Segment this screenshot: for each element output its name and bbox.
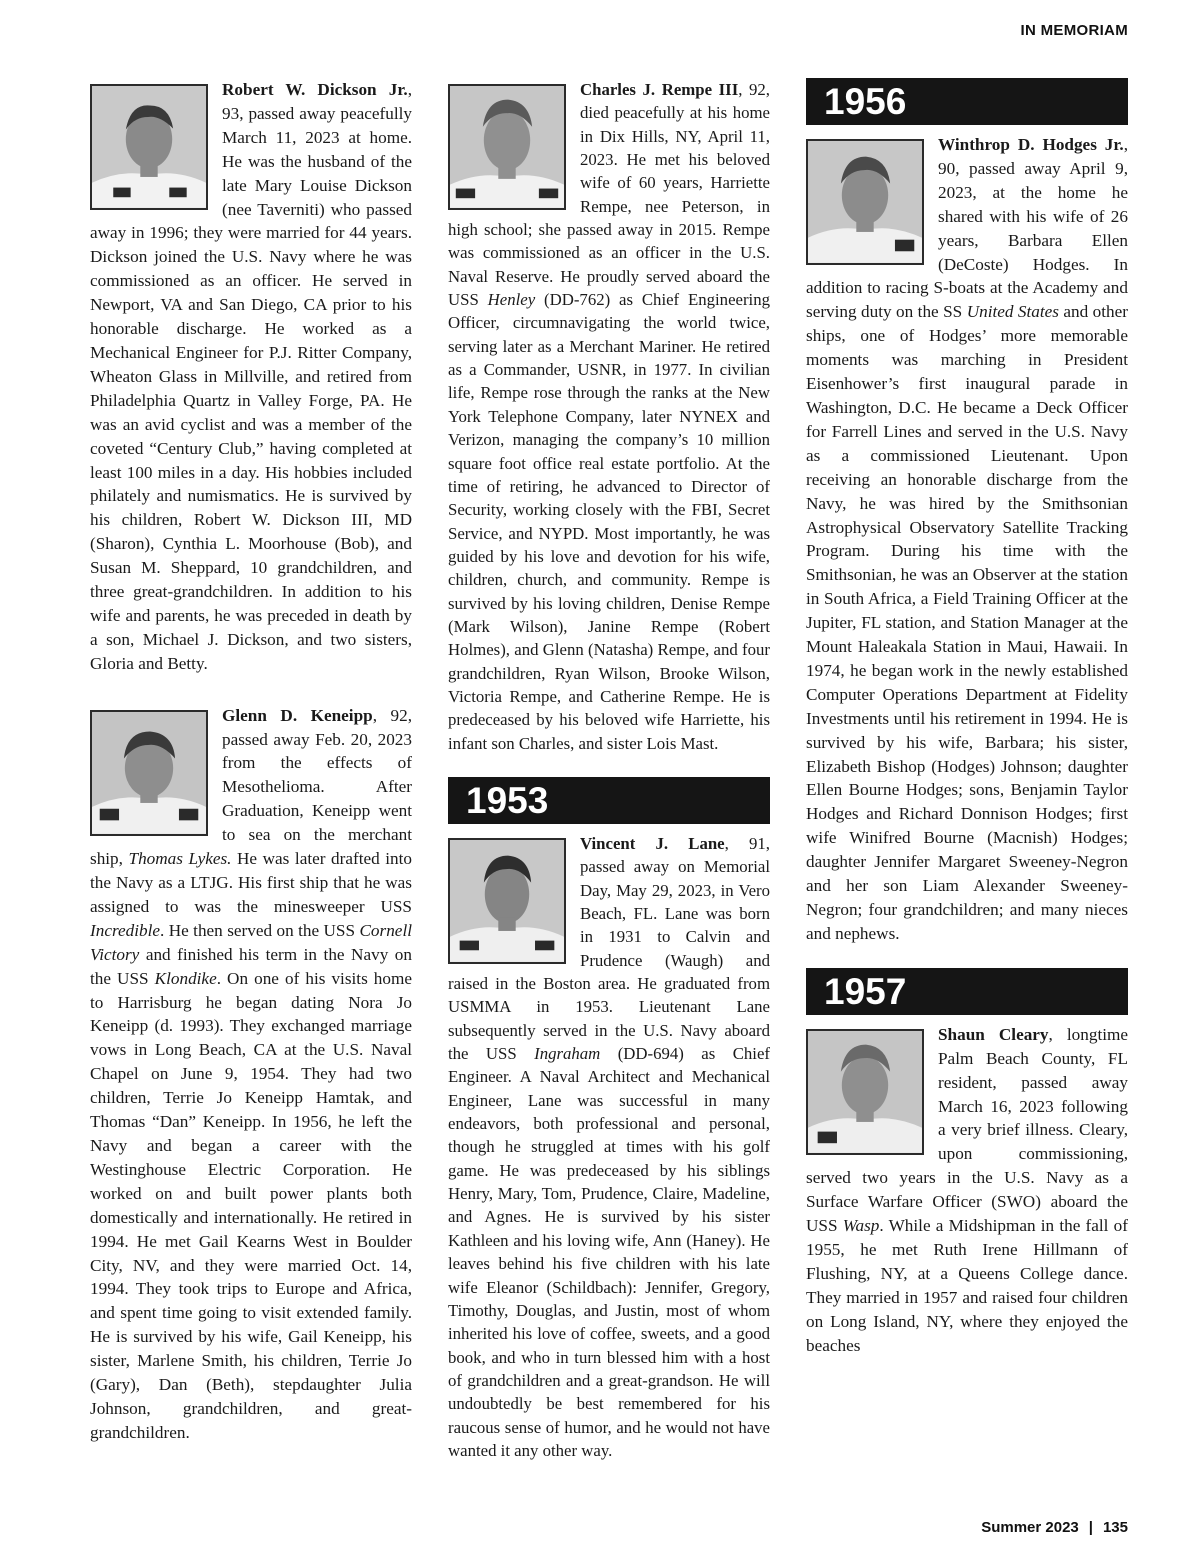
portrait-photo-rempe [448,84,566,210]
obituary-name: Charles J. Rempe III [580,80,739,99]
portrait-photo-cleary [806,1029,924,1155]
portrait-photo-keneipp [90,710,208,836]
page-footer [981,1519,1128,1536]
footer-separator: | [1088,1519,1093,1536]
portrait-photo-dickson [90,84,208,210]
portrait-image [92,712,206,834]
section-header: IN MEMORIAM [1020,22,1128,39]
portrait-image [450,86,564,208]
obituary-text: , longtime Palm Beach County, FL resident, passed away March 16, 2023 following a very brief illness. Cleary, upon commissioning, served two years in the U.S. Navy as a Surface Warfare Officer (SWO) aboard the USS [806,1024,1128,1236]
obituary-text: , 93, passed away peacefully March 11, 2023 at home. He was the husband of the late Mary Louise Dickson (nee Taverniti) who passed away in 1996; they were married for 44 years. Dickson joined the U.S. Navy where he was commissioned as an officer. He served in Newport, VA and San Diego, CA prior to his honorable discharge. He worked as a Mechanical Engineer for P.J. Ritter Company, Wheaton Glass in Millville, and retired from Philadelphia Quartz in Valley Forge, PA. He was an avid cyclist and was a member of the coveted “Century Club,” having completed at least 100 miles in a day. His hobbies included philately and numismatics. He is survived by his children, Robert W. Dickson III, MD (Sharon), Cynthia L. Moorhouse (Bob), and Susan M. Sheppard, 10 grandchildren, and three great-grandchildren. In addition to his wife and parents, he was preceded in death by a son, Michael J. Dickson, and two sisters, Gloria and Betty. [90,80,412,673]
column-middle [448,78,770,1462]
portrait-image [808,141,922,263]
obituary-text: , 90, passed away April 9, 2023, at the home he shared with his wife of 26 years, Barbara Ellen (DeCoste) Hodges. In addition to racing S-boats at the Academy and serving duty on the SS [806,135,1128,322]
issue-label: Summer 2023 [981,1519,1079,1536]
page-number: 135 [1102,1519,1128,1536]
obituary-name: Robert W. Dickson Jr. [222,80,408,99]
column-right-content [806,78,1128,1358]
obituary-text: and finished his term in the Navy on the USS [90,944,412,988]
portrait-photo-hodges [806,139,924,265]
obituary-text: (DD-694) as Chief Engineer. A Naval Architect and Mechanical Engineer, Lane was successful in many endeavors, both professional and personal, though he struggled at times with his golf game. He was predeceased by his siblings Henry, Mary, Tom, Prudence, Claire, Madeline, and Agnes. He is survived by his sister Kathleen and his loving wife, Ann (Haney). He leaves behind his five children with his late wife Eleanor (Schildbach): Jennifer, Gregory, Timothy, Douglas, and Justin, most of whom inherited his love of coffee, sweets, and a good book, and who in turn blessed him with a host of grandchildren and a great-grandson. He will undoubtedly be best remembered for his raucous sense of humor, and he would not have wanted it any other way. [448,1044,770,1460]
column-right [806,78,1128,1358]
year-heading-1957: 1957 [806,968,1128,1015]
portrait-photo-lane [448,838,566,964]
ship-name: Thomas Lykes. [128,849,232,869]
obituary-name: Glenn D. Keneipp [222,705,373,725]
obituary-name: Winthrop D. Hodges Jr. [938,135,1124,154]
obituary-text: . He then served on the USS [160,920,360,940]
obituary-text: He was later drafted into the Navy as a LTJG. His first ship that he was assigned to was the minesweeper USS [90,849,412,916]
ship-name: Incredible [90,920,160,940]
obituary-text: (DD-762) as Chief Engineering Officer, circumnavigating the world twice, serving later as a Merchant Mariner. He retired as a Commander, USNR, in 1977. In civilian life, Rempe rose through the ranks at the New York Telephone Company, later NYNEX and Verizon, managing the company’s 10 million square foot office real estate portfolio. At the time of retiring, he advanced to Director of Security, working closely with the FBI, Secret Service, and NYPD. Most importantly, he was guided by his love and devotion for his wife, children, church, and community. Rempe is survived by his loving children, Denise Rempe (Mark Wilson), Janine Rempe (Robert Holmes), and Glenn (Natasha) Rempe, and four grandchildren, Ryan Wilson, Brooke Wilson, Victoria Rempe, and Catherine Rempe. He is predeceased by his beloved wife Harriette, his infant son Charles, and sister Lois Mast. [448,290,771,753]
obituary-text: , 92, passed away Feb. 20, 2023 from the effects of Mesothelioma. After Graduation, Keneipp went to sea on the merchant ship, [90,705,412,869]
portrait-image [808,1031,922,1153]
obituary-text: and other ships, one of Hodges’ more memorable moments was marching in President Eisenhower’s first inaugural parade in Washington, D.C. He became a Deck Officer for Farrell Lines and served in the U.S. Navy as a commissioned Lieutenant. Upon receiving an honorable discharge from the Navy, he was hired by the Smithsonian Astrophysical Observatory Satellite Tracking Program. During his time with the Smithsonian, he was an Observer at the station in South Africa, a Field Training Officer at the Jupiter, FL station, and Station Manager at the Mount Haleakala Station in Maui, Hawaii. In 1974, he began work in the newly established Computer Operations Department at Fidelity Investments until his retirement in 1994. He is survived by his wife, Barbara; his sister, Elizabeth Bishop (Hodges) Johnson; daughter Ellen Bourne Hodges; sons, Benjamin Taylor Hodges and Richard Donnison Hodges; first wife Winifred Bourne (Macnish) Hodges; daughter Jennifer Margaret Sweeney-Negron and her son Liam Alexander Sweeney-Negron; four grandchildren; and many nieces and nephews. [806,302,1128,943]
portrait-image [92,86,206,208]
ship-name: Cornell Victory [90,920,412,964]
obituary-text: , 91, passed away on Memorial Day, May 29, 2023, in Vero Beach, FL. Lane was born in 1931 to Calvin and Prudence (Waugh) and raised in the Boston area. He graduated from USMMA in 1953. Lieutenant Lane subsequently served in the U.S. Navy aboard the USS [448,833,770,1064]
ship-name: Wasp [842,1216,880,1236]
obituary-text: , 92, died peacefully at his home in Dix Hills, NY, April 11, 2023. He met his beloved wife of 60 years, Harriette Rempe, nee Peterson, in high school; she passed away in 2015. Rempe was commissioned as an officer in the U.S. Naval Reserve. He proudly served aboard the USS [448,80,770,310]
ship-name: Klondike [154,968,217,988]
obituary-text: . On one of his visits home to Harrisburg he began dating Nora Jo Keneipp (d. 1993). They exchanged marriage vows in Long Beach, CA at the U.S. Naval Chapel on June 9, 1954. They had two children, Terrie Jo Keneipp Hamtak, and Thomas “Dan” Keneipp. In 1956, he left the Navy and began a career with the Westinghouse Electric Corporation. He worked on and built power plants both domestically and internationally. He retired in 1994. He met Gail Kearns West in Boulder City, NV, and they were married Oct. 14, 1994. They took trips to Europe and Africa, and spent time going to visit extended family. He is survived by his wife, Gail Keneipp, his sister, Marlene Smith, his children, Terrie Jo (Gary), Dan (Beth), stepdaughter Julia Johnson, grandchildren, and great-grandchildren. [90,968,412,1442]
year-heading-1956: 1956 [806,78,1128,125]
year-heading-1953: 1953 [448,777,770,824]
column-left [90,78,412,1445]
ship-name: United States [966,302,1059,322]
ship-name: Ingraham [534,1044,601,1064]
obituary-text: . While a Midshipman in the fall of 1955, he met Ruth Irene Hillmann of Flushing, NY, at a Queens College dance. They married in 1957 and raised four children on Long Island, NY, where they enjoyed the beaches [806,1216,1128,1355]
obituary-name: Vincent J. Lane [580,833,725,853]
ship-name: Henley [487,290,536,310]
obituary-name: Shaun Cleary [938,1024,1049,1044]
portrait-image [450,840,564,962]
